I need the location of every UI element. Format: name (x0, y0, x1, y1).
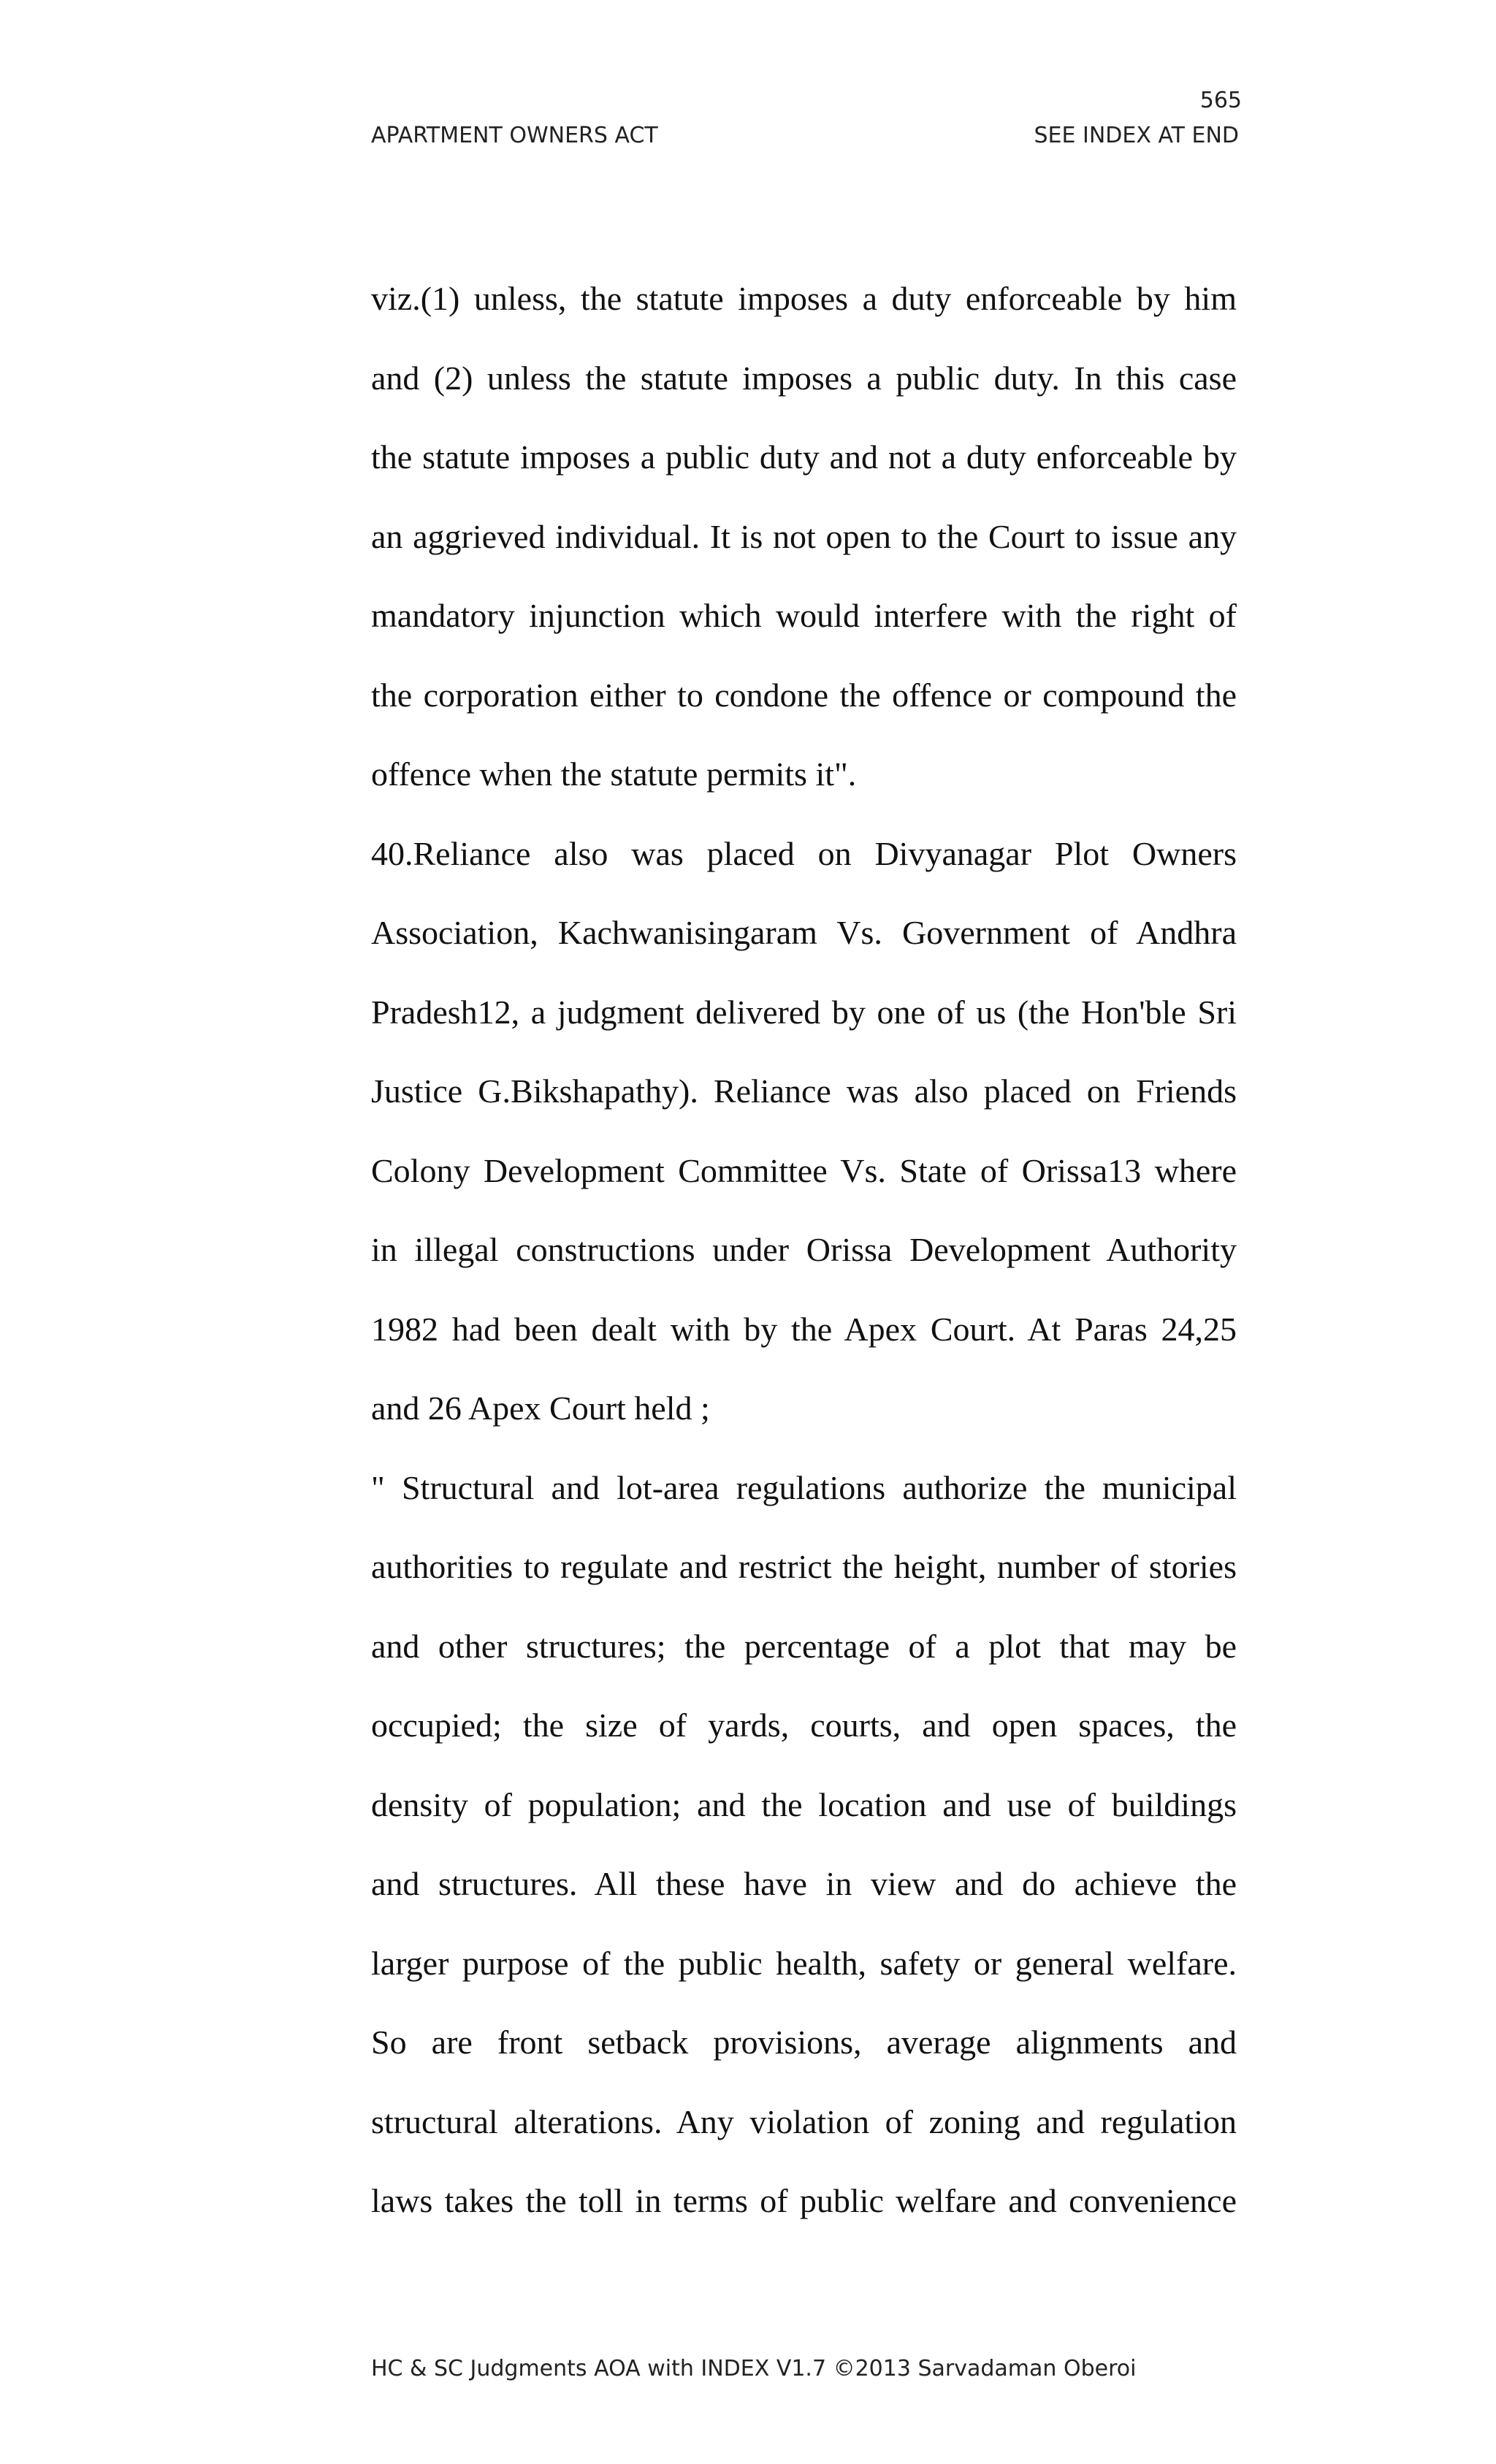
text-line: authorities to regulate and restrict the height, number of stories (371, 1548, 1237, 1585)
text-line: density of population; and the location and use of buildings (371, 1785, 1237, 1823)
text-line: offence when the statute permits it". (371, 755, 857, 793)
text-line: Association, Kachwanisingaram Vs. Government of Andhra (371, 914, 1237, 951)
text-line: the corporation either to condone the offence or compound the (371, 676, 1237, 714)
body-text (371, 259, 1237, 2241)
text-line: 40.Reliance also was placed on Divyanagar Plot Owners (371, 834, 1237, 872)
text-line: " Structural and lot-area regulations authorize the municipal (371, 1468, 1237, 1506)
running-header-index-note: SEE INDEX AT END (1034, 123, 1239, 148)
text-line: So are front setback provisions, average alignments and (371, 2024, 1237, 2061)
text-line: Pradesh12, a judgment delivered by one of us (the Hon'ble Sri (371, 993, 1237, 1031)
text-line: and (2) unless the statute imposes a public duty. In this case (371, 359, 1237, 397)
text-line: and structures. All these have in view and do achieve the (371, 1865, 1237, 1902)
text-line: laws takes the toll in terms of public welfare and convenience (371, 2182, 1237, 2219)
text-line: the statute imposes a public duty and not a duty enforceable by (371, 438, 1237, 476)
text-line: Justice G.Bikshapathy). Reliance was also placed on Friends (371, 1072, 1237, 1110)
text-line: Colony Development Committee Vs. State of Orissa13 where (371, 1151, 1237, 1189)
text-line: structural alterations. Any violation of zoning and regulation (371, 2102, 1237, 2140)
text-line: in illegal constructions under Orissa Development Authority (371, 1231, 1237, 1268)
text-line: and other structures; the percentage of a plot that may be (371, 1627, 1237, 1665)
footer-copyright: HC & SC Judgments AOA with INDEX V1.7 ©2013 Sarvadaman Oberoi (371, 2356, 1137, 2381)
paragraph-continuation (371, 259, 1237, 815)
text-line: larger purpose of the public health, safety or general welfare. (371, 1944, 1237, 1982)
text-line: mandatory injunction which would interfere with the right of (371, 597, 1237, 634)
text-line: occupied; the size of yards, courts, and open spaces, the (371, 1706, 1237, 1744)
paragraph-40 (371, 815, 1237, 1449)
text-line: an aggrieved individual. It is not open to the Court to issue any (371, 517, 1237, 555)
running-header-title: APARTMENT OWNERS ACT (371, 123, 658, 148)
text-line: viz.(1) unless, the statute imposes a duty enforceable by him (371, 280, 1237, 317)
text-line: and 26 Apex Court held ; (371, 1389, 710, 1427)
page-number: 565 (1199, 88, 1242, 113)
quoted-passage (371, 1449, 1237, 2241)
text-line: 1982 had been dealt with by the Apex Court. At Paras 24,25 (371, 1310, 1237, 1348)
